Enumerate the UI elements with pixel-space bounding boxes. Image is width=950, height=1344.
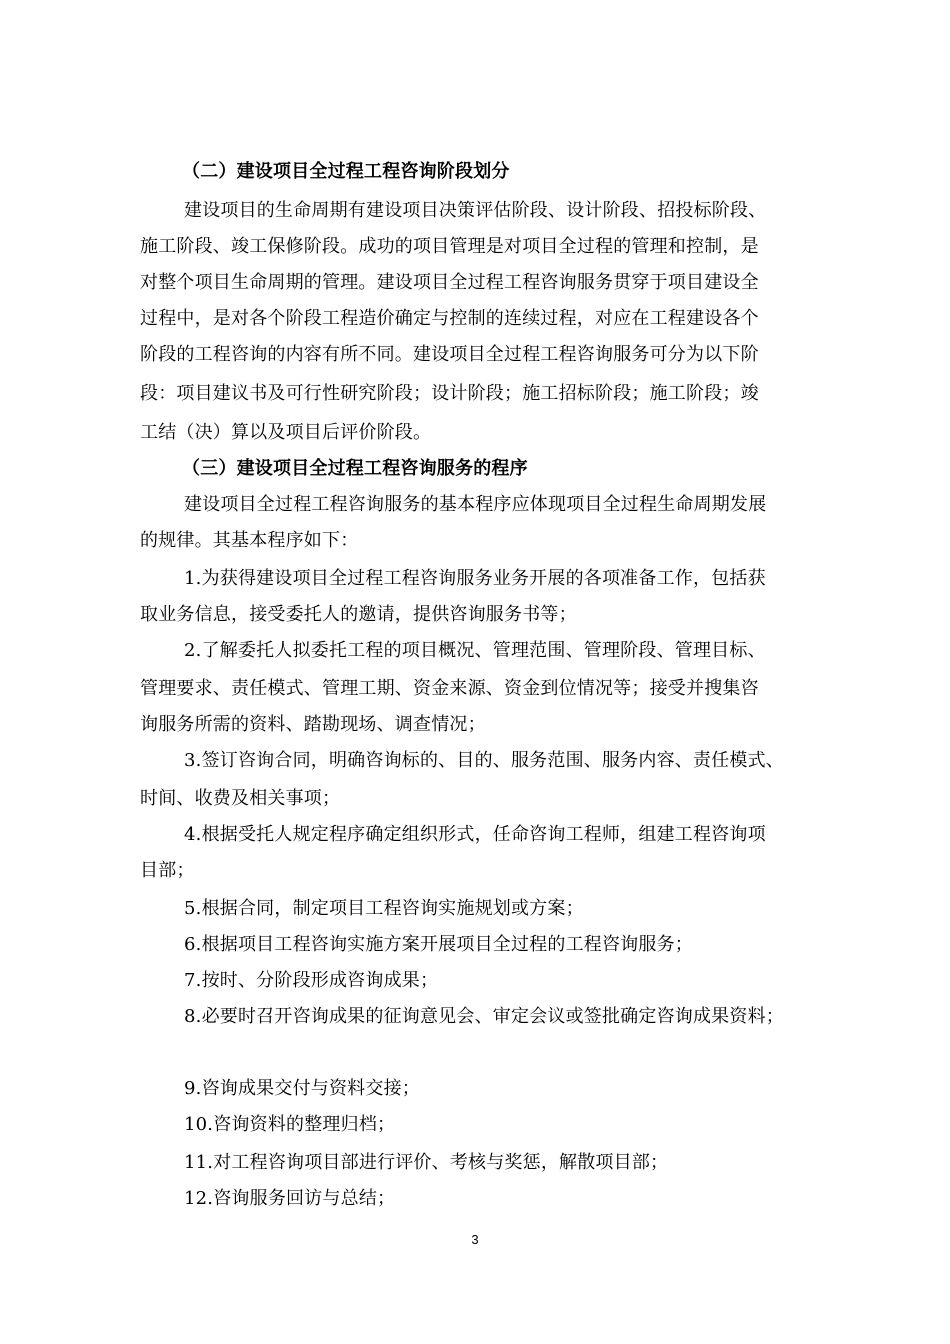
list-item-line: 6.根据项目工程咨询实施方案开展项目全过程的工程咨询服务；: [184, 934, 693, 955]
section-heading-stages: （二）建设项目全过程工程咨询阶段划分: [182, 161, 510, 182]
list-item-line: 5.根据合同，制定项目工程咨询实施规划或方案；: [184, 898, 584, 919]
list-item-line: 8.必要时召开咨询成果的征询意见会、审定会议或签批确定咨询成果资料；: [184, 1006, 784, 1027]
list-item-line: 3.签订咨询合同，明确咨询标的、目的、服务范围、服务内容、责任模式、: [184, 750, 784, 771]
paragraph-line: 的规律。其基本程序如下：: [140, 530, 359, 551]
list-item-line: 1.为获得建设项目全过程工程咨询服务业务开展的各项准备工作，包括获: [184, 568, 766, 589]
page-number: 3: [471, 1232, 479, 1247]
paragraph-line: 施工阶段、竣工保修阶段。成功的项目管理是对项目全过程的管理和控制，是: [140, 236, 759, 257]
list-item-line: 管理要求、责任模式、管理工期、资金来源、资金到位情况等；接受并搜集咨: [140, 678, 759, 699]
paragraph-line: 过程中，是对各个阶段工程造价确定与控制的连续过程，对应在工程建设各个: [140, 308, 759, 329]
paragraph-line: 段：项目建议书及可行性研究阶段；设计阶段；施工招标阶段；施工阶段；竣: [140, 383, 759, 404]
list-item-line: 12.咨询服务回访与总结；: [184, 1188, 396, 1209]
paragraph-line: 工结（决）算以及项目后评价阶段。: [140, 422, 432, 443]
list-item-line: 10.咨询资料的整理归档；: [184, 1114, 396, 1135]
list-item-line: 7.按时、分阶段形成咨询成果；: [184, 970, 439, 991]
paragraph-line: 建设项目的生命周期有建设项目决策评估阶段、设计阶段、招投标阶段、: [184, 200, 767, 221]
list-item-line: 9.咨询成果交付与资料交接；: [184, 1078, 420, 1099]
list-item-line: 询服务所需的资料、踏勘现场、调查情况；: [140, 714, 486, 735]
list-item-line: 11.对工程咨询项目部进行评价、考核与奖惩，解散项目部；: [184, 1152, 669, 1173]
paragraph-line: 阶段的工程咨询的内容有所不同。建设项目全过程工程咨询服务可分为以下阶: [140, 344, 759, 365]
list-item-line: 取业务信息，接受委托人的邀请，提供咨询服务书等；: [140, 604, 577, 625]
paragraph-line: 对整个项目生命周期的管理。建设项目全过程工程咨询服务贯穿于项目建设全: [140, 272, 759, 293]
list-item-line: 4.根据受托人规定程序确定组织形式，任命咨询工程师，组建工程咨询项: [184, 824, 766, 845]
list-item-line: 目部；: [140, 860, 195, 881]
list-item-line: 2.了解委托人拟委托工程的项目概况、管理范围、管理阶段、管理目标、: [184, 640, 766, 661]
paragraph-line: 建设项目全过程工程咨询服务的基本程序应体现项目全过程生命周期发展: [184, 494, 767, 515]
section-heading-procedure: （三）建设项目全过程工程咨询服务的程序: [182, 458, 528, 479]
list-item-line: 时间、收费及相关事项；: [140, 788, 341, 809]
